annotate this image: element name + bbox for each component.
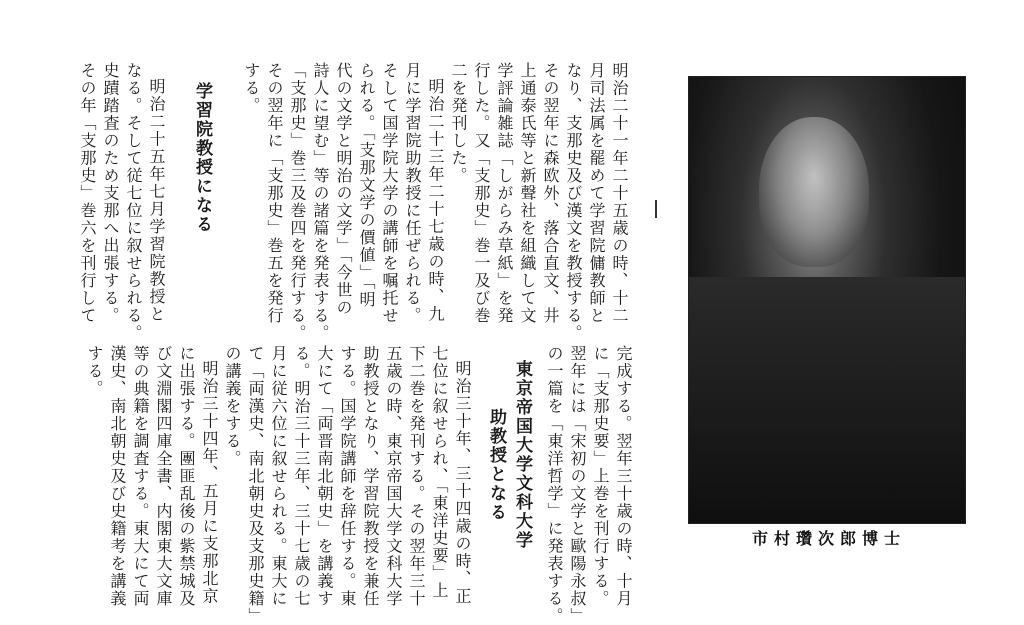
portrait-body bbox=[689, 277, 965, 523]
text-column: て「両漢史、南北朝史及支那史籍」 bbox=[246, 345, 265, 625]
text-column: 学評論雑誌「しがらみ草紙」を発 bbox=[495, 62, 514, 325]
text-column: る。明治三十三年、三十七歳の七 bbox=[292, 345, 311, 608]
text-column: の講義をする。 bbox=[223, 345, 242, 468]
text-column: 助教授となり、学習院教授を兼任 bbox=[361, 345, 380, 608]
section-heading: 東京帝国大学文科大学 bbox=[512, 360, 532, 550]
text-column: に「支那史要」上巻を刊行する。 bbox=[591, 345, 610, 608]
text-column: 二を発刊した。 bbox=[449, 62, 468, 185]
text-column: 月に学習院助教授に任ぜられる。 bbox=[403, 62, 422, 325]
text-column: する。 bbox=[242, 62, 261, 115]
text-column: そして国学院大学の講師を嘱托せ bbox=[380, 62, 399, 325]
text-column: 漢史、南北朝史及び史籍考を講義 bbox=[108, 345, 127, 608]
text-column: 代の文学と明治の文学」「今世の bbox=[334, 62, 353, 317]
text-column: 明治三十年、三十四歳の時、正 bbox=[453, 360, 472, 605]
text-column: 明治二十一年二十五歳の時、十二 bbox=[610, 62, 629, 325]
text-column: 五歳の時、東京帝国大学文科大学 bbox=[384, 345, 403, 608]
text-column: 「支那史」巻三及巻四を発行する。 bbox=[288, 62, 307, 342]
portrait-face bbox=[759, 117, 869, 267]
text-column: 月に従六位に叙せられる。東大に bbox=[269, 345, 288, 608]
text-column: なる。そして従七位に叙せられる。 bbox=[124, 62, 143, 342]
text-column: 七位に叙せられ、「東洋史要」上 bbox=[430, 345, 449, 600]
text-column: 翌年には「宋初の文学と歐陽永叔」 bbox=[568, 345, 587, 625]
text-column: 詩人に望む」等の諸篇を発表する。 bbox=[311, 62, 330, 342]
text-column: 行した。又「支那史」巻一及び巻 bbox=[472, 62, 491, 325]
text-column: 史蹟踏査のため支那へ出張する。 bbox=[101, 62, 120, 325]
text-column: の一篇を「東洋哲学」に発表する。 bbox=[545, 345, 564, 625]
text-column: 完成する。翌年三十歳の時、十月 bbox=[614, 345, 633, 608]
photo-caption: 市村瓚次郎博士 bbox=[752, 529, 907, 548]
section-heading: 学習院教授になる bbox=[192, 82, 212, 234]
text-column: 月司法属を罷めて学習院傭教師と bbox=[587, 62, 606, 325]
text-column: られる。「支那文学の價値」「明 bbox=[357, 62, 376, 309]
text-column: 明治三十四年、五月に支那北京 bbox=[200, 360, 219, 605]
text-column: 等の典籍を調査する。東大にて両 bbox=[131, 345, 150, 608]
portrait-photo bbox=[688, 76, 966, 524]
text-column: する。 bbox=[85, 345, 104, 398]
text-column: する。国学院講師を辞任する。東 bbox=[338, 345, 357, 608]
text-column: 上通泰氏等と新聲社を組織して文 bbox=[518, 62, 537, 325]
text-column: なり、支那史及び漢文を教授する。 bbox=[564, 62, 583, 342]
divider-mark bbox=[655, 200, 657, 218]
text-column: 明治二十五年七月学習院教授と bbox=[147, 78, 166, 323]
section-heading: 助教授となる bbox=[486, 408, 506, 522]
text-column: その翌年に「支那史」巻五を発行 bbox=[265, 62, 284, 325]
text-column: その翌年に森欧外、落合直文、井 bbox=[541, 62, 560, 325]
text-column: その年「支那史」巻六を刊行して bbox=[78, 62, 97, 325]
text-column: に出張する。團匪乱後の紫禁城及 bbox=[177, 345, 196, 608]
text-column: 大にて「両晋南北朝史」を講義す bbox=[315, 345, 334, 608]
text-column: び文淵閣四庫全書、内閣東大文庫 bbox=[154, 345, 173, 608]
text-column: 下二巻を発刊する。その翌年三十 bbox=[407, 345, 426, 608]
text-column: 明治二十三年二十七歳の時、九 bbox=[426, 78, 445, 323]
